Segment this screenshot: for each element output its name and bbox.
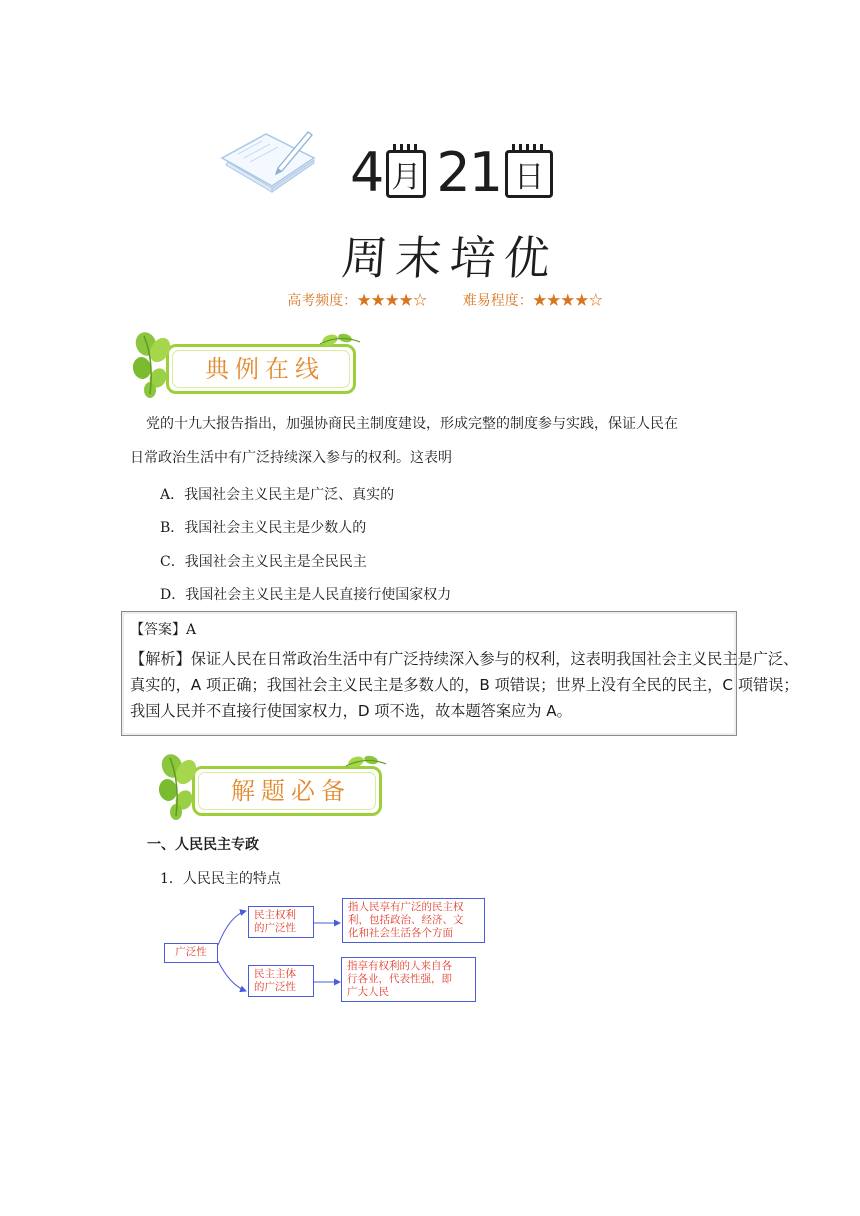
branch-rights-line-2: 的广泛性 xyxy=(254,922,296,934)
answer-line: 【答案】A xyxy=(130,622,197,638)
diagram-detail-box-rights xyxy=(342,898,485,943)
detail-subject-line-2: 行各业，代表性强，即 xyxy=(347,973,452,985)
question-line-1: 党的十九大报告指出，加强协商民主制度建设，形成完整的制度参与实践，保证人民在 xyxy=(146,416,678,432)
section-banner-essentials xyxy=(156,752,396,822)
section-banner-example xyxy=(130,330,370,400)
analysis-text xyxy=(130,646,800,724)
option-d: D．我国社会主义民主是人民直接行使国家权力 xyxy=(160,587,452,603)
detail-subject-line-1: 指享有权利的人来自各 xyxy=(347,960,452,972)
detail-rights-line-1: 指人民享有广泛的民主权 xyxy=(348,901,464,913)
notepad-pencil-icon xyxy=(218,128,318,194)
diagram-root-box xyxy=(164,943,218,963)
diagram-branch-box-subject xyxy=(248,965,314,997)
date-month-char: 月 xyxy=(391,160,422,195)
option-c: C．我国社会主义民主是全民民主 xyxy=(160,554,367,570)
date-heading xyxy=(350,128,553,204)
question-line-2: 日常政治生活中有广泛持续深入参与的权利。这表明 xyxy=(130,450,452,466)
analysis-line-1: 【解析】保证人民在日常政治生活中有广泛持续深入参与的权利，这表明我国社会主义民主是广泛、 xyxy=(130,650,799,668)
detail-rights-line-2: 利，包括政治、经济、文 xyxy=(348,914,464,926)
analysis-line-2: 真实的，A 项正确；我国社会主义民主是多数人的，B 项错误；世界上没有全民的民主，C 项错误； xyxy=(130,676,799,694)
page-title: 周末培优 xyxy=(339,231,560,285)
day-calendar-icon xyxy=(505,150,553,198)
branch-subject-line-1: 民主主体 xyxy=(254,968,296,980)
diagram-branch-box-rights xyxy=(248,906,314,938)
option-a: A．我国社会主义民主是广泛、真实的 xyxy=(160,487,395,503)
date-day-char: 日 xyxy=(514,160,545,195)
branch-rights-line-1: 民主权利 xyxy=(254,909,296,921)
frequency-rating: 高考频度：★★★★☆ xyxy=(287,293,428,309)
diagram-root-label: 广泛性 xyxy=(175,946,207,958)
month-calendar-icon xyxy=(386,150,426,198)
banner-label: 解题必备 xyxy=(231,777,351,805)
detail-rights-line-3: 化和社会生活各个方面 xyxy=(348,927,453,939)
analysis-line-3: 我国人民并不直接行使国家权力，D 项不选，故本题答案应为 A。 xyxy=(130,702,572,720)
date-month-number: 4 xyxy=(350,141,383,204)
branch-subject-line-2: 的广泛性 xyxy=(254,981,296,993)
detail-subject-line-3: 广大人民 xyxy=(347,986,389,998)
section-heading: 一、人民民主专政 xyxy=(147,837,259,853)
banner-label: 典例在线 xyxy=(205,355,325,383)
date-day-number: 21 xyxy=(436,141,502,204)
rating-line xyxy=(0,290,860,310)
subsection-heading: 1．人民民主的特点 xyxy=(160,871,281,887)
option-b: B．我国社会主义民主是少数人的 xyxy=(160,520,367,536)
diagram-detail-box-subject xyxy=(341,957,476,1002)
difficulty-rating: 难易程度：★★★★☆ xyxy=(462,293,603,309)
